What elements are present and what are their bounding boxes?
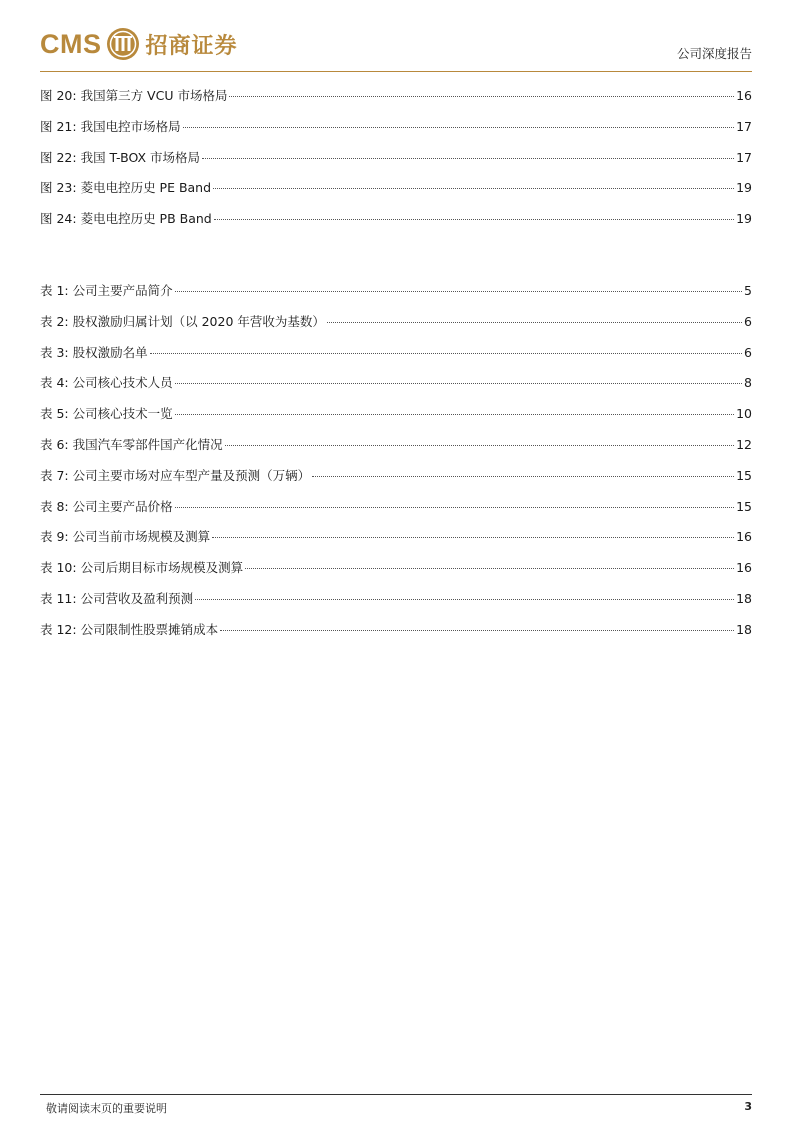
toc-entry-label: 表 12: 公司限制性股票摊销成本 [40, 621, 219, 637]
dot-leader [327, 322, 742, 323]
logo-text: CMS [40, 28, 102, 59]
toc-entry-page: 10 [736, 406, 752, 422]
disclaimer-note: 敬请阅读末页的重要说明 [46, 1102, 167, 1115]
table-toc-entry[interactable] [40, 558, 752, 589]
toc-entry-page: 18 [736, 621, 752, 637]
table-toc-entry[interactable] [40, 589, 752, 620]
dot-leader [312, 476, 734, 477]
dot-leader [213, 188, 734, 189]
dot-leader [212, 537, 734, 538]
table-list [40, 281, 752, 651]
toc-entry-page: 12 [736, 436, 752, 452]
toc-entry-page: 15 [736, 498, 752, 514]
table-toc-entry[interactable] [40, 312, 752, 343]
dot-leader [220, 630, 734, 631]
toc-entry-label: 表 2: 股权激励归属计划（以 2020 年营收为基数） [40, 313, 325, 329]
page-number: 3 [744, 1100, 752, 1113]
toc-entry-label: 图 21: 我国电控市场格局 [40, 118, 181, 134]
dot-leader [245, 568, 734, 569]
dot-leader [183, 127, 735, 128]
toc-entry-label: 表 7: 公司主要市场对应车型产量及预测（万辆） [40, 467, 311, 483]
toc-entry-page: 17 [736, 149, 752, 165]
figure-list [40, 86, 752, 240]
page-header [40, 22, 752, 72]
table-toc-entry[interactable] [40, 497, 752, 528]
table-toc-entry[interactable] [40, 466, 752, 497]
toc-entry-label: 图 24: 菱电电控历史 PB Band [40, 211, 212, 227]
dot-leader [202, 158, 734, 159]
figure-toc-entry[interactable] [40, 209, 752, 240]
toc-entry-page: 16 [736, 529, 752, 545]
toc-entry-label: 表 4: 公司核心技术人员 [40, 375, 173, 391]
company-logo [40, 26, 238, 62]
toc-entry-page: 17 [736, 118, 752, 134]
table-toc-entry[interactable] [40, 527, 752, 558]
dot-leader [225, 445, 734, 446]
toc-entry-page: 19 [736, 211, 752, 227]
toc-entry-page: 6 [744, 313, 752, 329]
dot-leader [175, 507, 734, 508]
toc-entry-page: 16 [736, 88, 752, 103]
table-toc-entry[interactable] [40, 343, 752, 374]
table-toc-entry[interactable] [40, 404, 752, 435]
dot-leader [175, 383, 742, 384]
toc-entry-label: 表 3: 股权激励名单 [40, 344, 148, 360]
toc-entry-page: 15 [736, 467, 752, 483]
toc-entry-label: 表 8: 公司主要产品价格 [40, 498, 173, 514]
toc-entry-page: 16 [736, 560, 752, 576]
table-toc-entry[interactable] [40, 373, 752, 404]
toc-entry-page: 5 [744, 283, 752, 298]
report-type-label: 公司深度报告 [676, 46, 752, 61]
toc-entry-label: 图 22: 我国 T-BOX 市场格局 [40, 149, 201, 165]
toc-entry-label: 表 11: 公司营收及盈利预测 [40, 590, 194, 606]
toc-entry-page: 18 [736, 590, 752, 606]
table-toc-entry[interactable] [40, 435, 752, 466]
figure-toc-entry[interactable] [40, 117, 752, 148]
dot-leader [214, 219, 734, 220]
toc-entry-label: 图 23: 菱电电控历史 PE Band [40, 180, 212, 196]
toc-entry-label: 图 20: 我国第三方 VCU 市场格局 [40, 88, 228, 103]
dot-leader [175, 414, 734, 415]
dot-leader [150, 353, 742, 354]
toc-entry-label: 表 9: 公司当前市场规模及测算 [40, 529, 211, 545]
toc-entry-page: 19 [736, 180, 752, 196]
toc-entry-label: 表 6: 我国汽车零部件国产化情况 [40, 436, 223, 452]
figure-toc-entry[interactable] [40, 178, 752, 209]
table-toc-entry[interactable] [40, 281, 752, 312]
toc-entry-page: 6 [744, 344, 752, 360]
dot-leader [175, 291, 742, 292]
toc-entry-label: 表 10: 公司后期目标市场规模及测算 [40, 560, 244, 576]
logo-chinese-name: 招商证券 [145, 33, 238, 59]
logo-seal-icon [106, 27, 140, 61]
dot-leader [229, 96, 734, 97]
toc-entry-label: 表 1: 公司主要产品简介 [40, 283, 173, 298]
dot-leader [195, 599, 734, 600]
table-toc-entry[interactable] [40, 620, 752, 651]
footer-divider [40, 1094, 752, 1095]
figure-toc-entry[interactable] [40, 86, 752, 117]
figure-toc-entry[interactable] [40, 148, 752, 179]
toc-entry-label: 表 5: 公司核心技术一览 [40, 406, 173, 422]
toc-entry-page: 8 [744, 375, 752, 391]
header-divider [40, 71, 752, 72]
